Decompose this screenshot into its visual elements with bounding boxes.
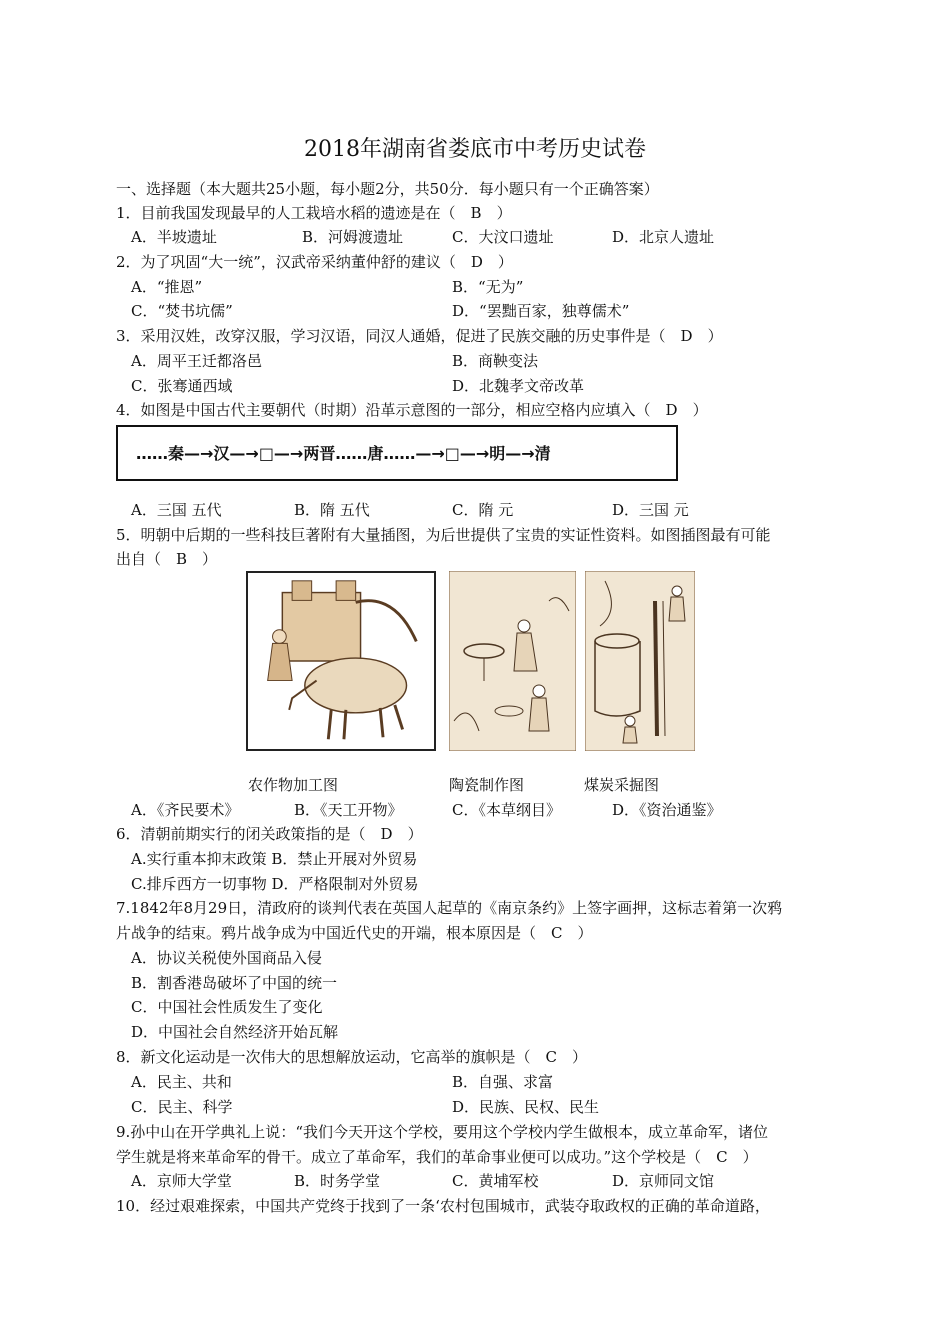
- q4-option-c: C．隋 元: [452, 501, 514, 519]
- q5-stem-line2: 出自（ B ）: [116, 550, 218, 568]
- q2-option-d: D．“罢黜百家，独尊儒术”: [452, 302, 630, 320]
- q9-option-b: B．时务学堂: [294, 1172, 381, 1190]
- q8-option-a: A．民主、共和: [131, 1073, 232, 1091]
- q3-option-d: D．北魏孝文帝改革: [452, 377, 585, 395]
- q9-stem-line1: 9.孙中山在开学典礼上说：“我们今天开这个学校，要用这个学校内学生做根本，成立革命军，诸位: [116, 1123, 768, 1141]
- q8-option-c: C．民主、科学: [131, 1098, 233, 1116]
- q2-stem: 2．为了巩固“大一统”，汉武帝采纳董仲舒的建议（ D ）: [116, 253, 513, 271]
- q2-option-b: B．“无为”: [452, 278, 524, 296]
- q4-stem: 4．如图是中国古代主要朝代（时期）沿革示意图的一部分，相应空格内应填入（ D ）: [116, 401, 708, 419]
- q1-option-d: D．北京人遗址: [612, 228, 715, 246]
- page-title: 2018年湖南省娄底市中考历史试卷: [304, 137, 646, 162]
- q5-option-a: A．《齐民要术》: [131, 801, 240, 819]
- q8-option-b: B．自强、求富: [452, 1073, 554, 1091]
- caption-pottery: 陶瓷制作图: [449, 776, 525, 794]
- q5-option-d: D．《资治通鉴》: [612, 801, 722, 819]
- coal-mining-illustration: [585, 571, 695, 751]
- q5-stem-line1: 5．明朝中后期的一些科技巨著附有大量插图，为后世提供了宝贵的实证性资料。如图插图最有可能: [116, 526, 771, 544]
- q4-option-b: B．隋 五代: [294, 501, 370, 519]
- q10-stem: 10．经过艰难探索，中国共产党终于找到了一条‘农村包围城市，武装夺取政权的正确的革命道路，: [116, 1197, 770, 1215]
- q9-option-d: D．京师同文馆: [612, 1172, 715, 1190]
- pottery-making-illustration: [449, 571, 576, 751]
- q2-option-c: C．“焚书坑儒”: [131, 302, 233, 320]
- q4-option-d: D．三国 元: [612, 501, 689, 519]
- q7-option-c: C．中国社会性质发生了变化: [131, 998, 323, 1016]
- q3-option-c: C．张骞通西域: [131, 377, 233, 395]
- q6-options-cd: C.排斥西方一切事物 D．严格限制对外贸易: [131, 875, 419, 893]
- q7-option-b: B．割香港岛破坏了中国的统一: [131, 974, 338, 992]
- q1-option-c: C．大汶口遗址: [452, 228, 554, 246]
- caption-coal-mining: 煤炭采掘图: [584, 776, 660, 794]
- crop-processing-illustration: [246, 571, 436, 751]
- q9-option-a: A．京师大学堂: [131, 1172, 232, 1190]
- q6-options-ab: A.实行重本抑末政策 B．禁止开展对外贸易: [131, 850, 418, 868]
- q1-option-b: B．河姆渡遗址: [302, 228, 404, 246]
- q7-option-a: A．协议关税使外国商品入侵: [131, 949, 322, 967]
- q9-stem-line2: 学生就是将来革命军的骨干。成立了革命军，我们的革命事业便可以成功。”这个学校是（ C ）: [116, 1148, 758, 1166]
- q7-stem-line1: 7.1842年8月29日，清政府的谈判代表在英国人起草的《南京条约》上签字画押，这标志着第一次鸦: [116, 899, 783, 917]
- q9-option-c: C．黄埔军校: [452, 1172, 539, 1190]
- q3-option-b: B．商鞅变法: [452, 352, 539, 370]
- q8-stem: 8．新文化运动是一次伟大的思想解放运动，它高举的旗帜是（ C ）: [116, 1048, 588, 1066]
- q3-stem: 3．采用汉姓，改穿汉服，学习汉语，同汉人通婚，促进了民族交融的历史事件是（ D ）: [116, 327, 723, 345]
- q2-option-a: A．“推恩”: [131, 278, 203, 296]
- q5-option-c: C．《本草纲目》: [452, 801, 561, 819]
- q1-stem: 1．目前我国发现最早的人工栽培水稻的遗迹是在（ B ）: [116, 204, 512, 222]
- q4-option-a: A．三国 五代: [131, 501, 222, 519]
- q3-option-a: A．周平王迁都洛邑: [131, 352, 262, 370]
- q5-option-b: B．《天工开物》: [294, 801, 403, 819]
- dynasty-timeline: ……秦—→汉—→□—→两晋……唐……—→□—→明—→清: [136, 444, 551, 463]
- q7-option-d: D．中国社会自然经济开始瓦解: [131, 1023, 339, 1041]
- caption-crop-processing: 农作物加工图: [248, 776, 339, 794]
- section-heading: 一、选择题（本大题共25小题，每小题2分，共50分．每小题只有一个正确答案）: [116, 180, 659, 198]
- q1-option-a: A．半坡遗址: [131, 228, 217, 246]
- q6-stem: 6．清朝前期实行的闭关政策指的是（ D ）: [116, 825, 423, 843]
- q7-stem-line2: 片战争的结束。鸦片战争成为中国近代史的开端，根本原因是（ C ）: [116, 924, 593, 942]
- dynasty-timeline-box: [116, 425, 678, 481]
- q8-option-d: D．民族、民权、民生: [452, 1098, 600, 1116]
